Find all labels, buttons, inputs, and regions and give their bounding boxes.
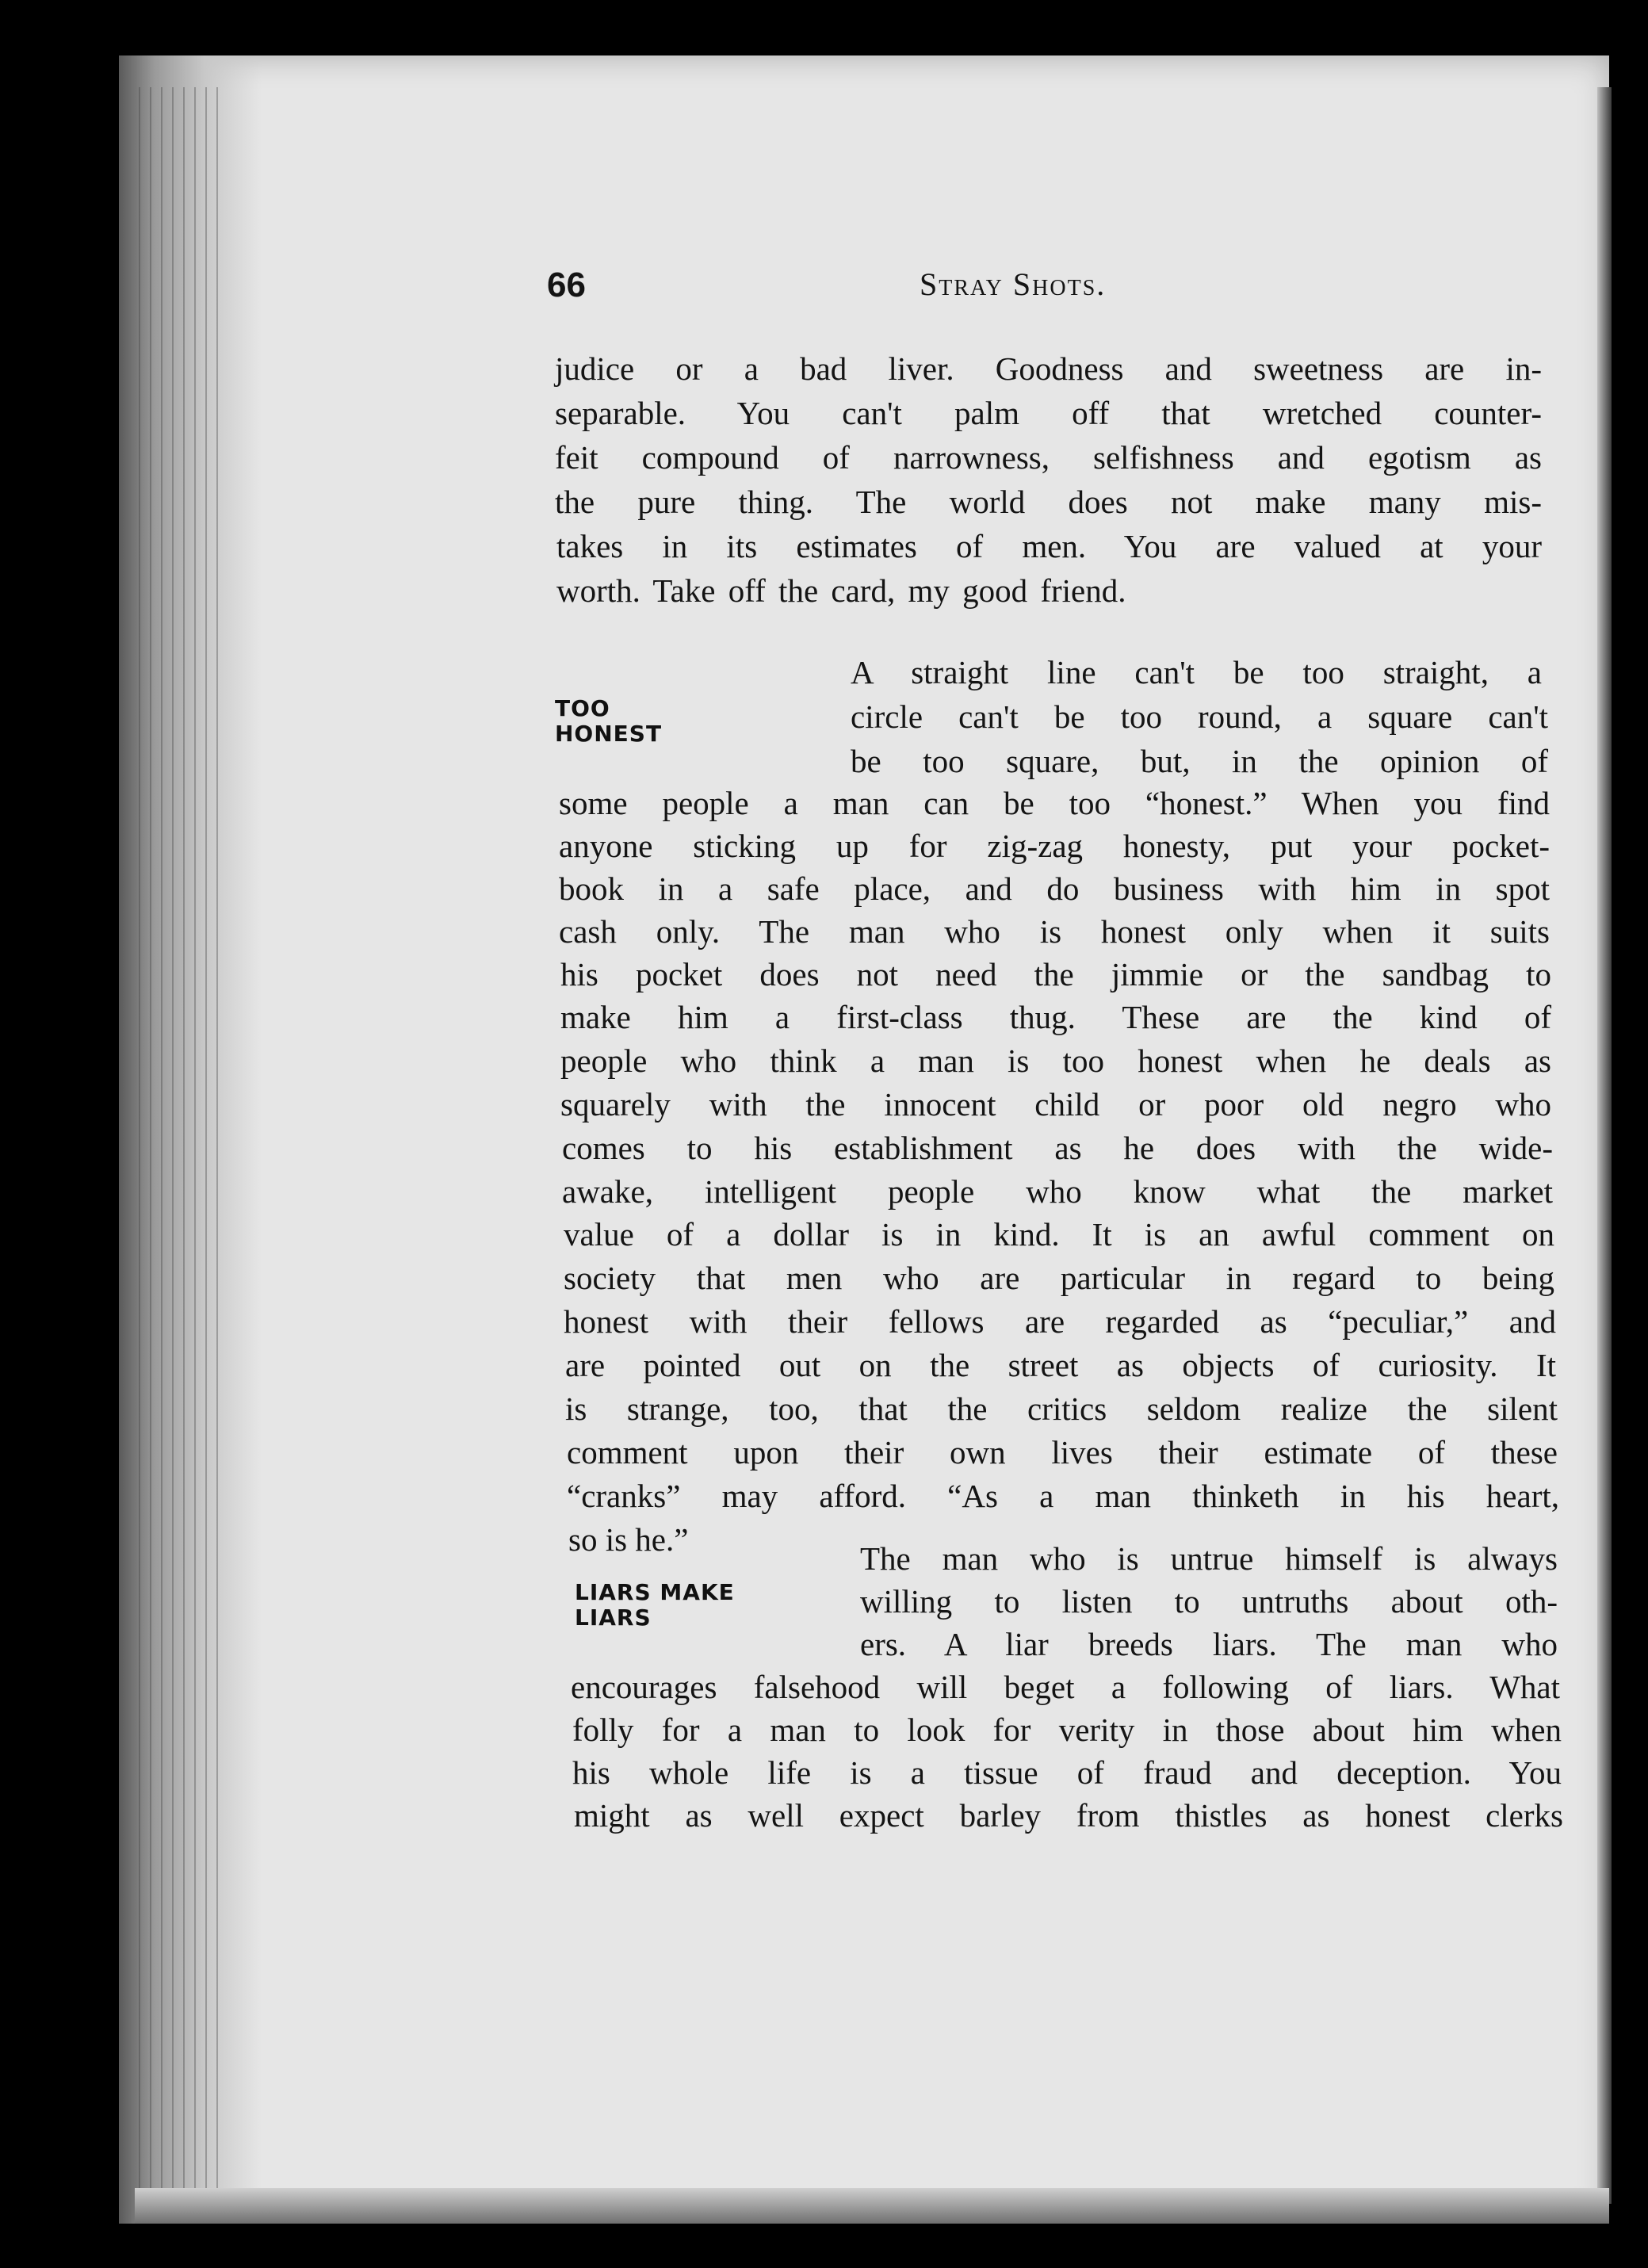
text-line: willing to listen to untruths about oth- [860,1583,1558,1620]
running-head: Stray Shots. [920,266,1107,302]
text-line: the pure thing. The world does not make many mis- [555,484,1542,520]
text-line: comes to his establishment as he does with the wide- [562,1130,1553,1166]
text-line: encourages falsehood will beget a following of liars. What [571,1669,1560,1705]
text-line: circle can't be too round, a square can't [851,698,1548,735]
text-line: his pocket does not need the jimmie or the sandbag to [560,956,1551,992]
text-line: honest with their fellows are regarded as “peculiar,” and [564,1303,1556,1340]
text-line: judice or a bad liver. Goodness and sweetness are in- [555,350,1542,387]
text-line: separable. You can't palm off that wretched counter- [555,395,1542,431]
text-line: are pointed out on the street as objects of curiosity. It [565,1347,1556,1383]
text-line: feit compound of narrowness, selfishness and egotism as [555,439,1542,476]
text-line: anyone sticking up for zig-zag honesty, put your pocket- [559,828,1550,864]
text-line: folly for a man to look for verity in those about him when [572,1712,1562,1748]
page-right-edge [1597,87,1612,2204]
text-line: The man who is untrue himself is always [860,1540,1558,1577]
binding-edge-lines [139,87,226,2188]
text-line: awake, intelligent people who know what the market [562,1173,1553,1210]
text-line: book in a safe place, and do business with him in spot [559,870,1550,907]
text-line: people who think a man is too honest when he deals as [560,1042,1551,1079]
text-line: be too square, but, in the opinion of [851,743,1548,779]
sidenote-liars-make-liars [575,1580,735,1631]
text-line: ers. A liar breeds liars. The man who [860,1626,1558,1662]
sidenote-line: LIARS [575,1604,652,1631]
text-line: comment upon their own lives their estimate of these [567,1434,1558,1471]
text-line: squarely with the innocent child or poor old negro who [560,1086,1551,1123]
sidenote-line: LIARS MAKE [575,1579,735,1605]
text-line: his whole life is a tissue of fraud and deception. You [572,1754,1562,1791]
text-line: so is he.” [568,1521,689,1558]
text-line: value of a dollar is in kind. It is an awful comment on [564,1216,1554,1253]
sidenote-too-honest [555,696,662,747]
page-bottom-edge [135,2188,1609,2224]
text-line: make him a first-class thug. These are the kind of [560,999,1551,1035]
text-line: worth. Take off the card, my good friend. [556,572,1126,609]
sidenote-line: TOO [555,695,610,721]
text-line: is strange, too, that the critics seldom realize the silent [565,1390,1558,1427]
text-line: “cranks” may afford. “As a man thinketh in his heart, [567,1478,1559,1514]
text-line: society that men who are particular in regard to being [564,1260,1554,1296]
text-line: cash only. The man who is honest only when it suits [559,913,1550,950]
page-number: 66 [547,266,586,304]
sidenote-line: HONEST [555,721,663,748]
text-line: takes in its estimates of men. You are valued at your [556,528,1542,564]
text-line: might as well expect barley from thistles as honest clerks [574,1797,1563,1834]
text-line: A straight line can't be too straight, a [851,654,1542,690]
text-line: some people a man can be too “honest.” When you find [559,785,1550,821]
